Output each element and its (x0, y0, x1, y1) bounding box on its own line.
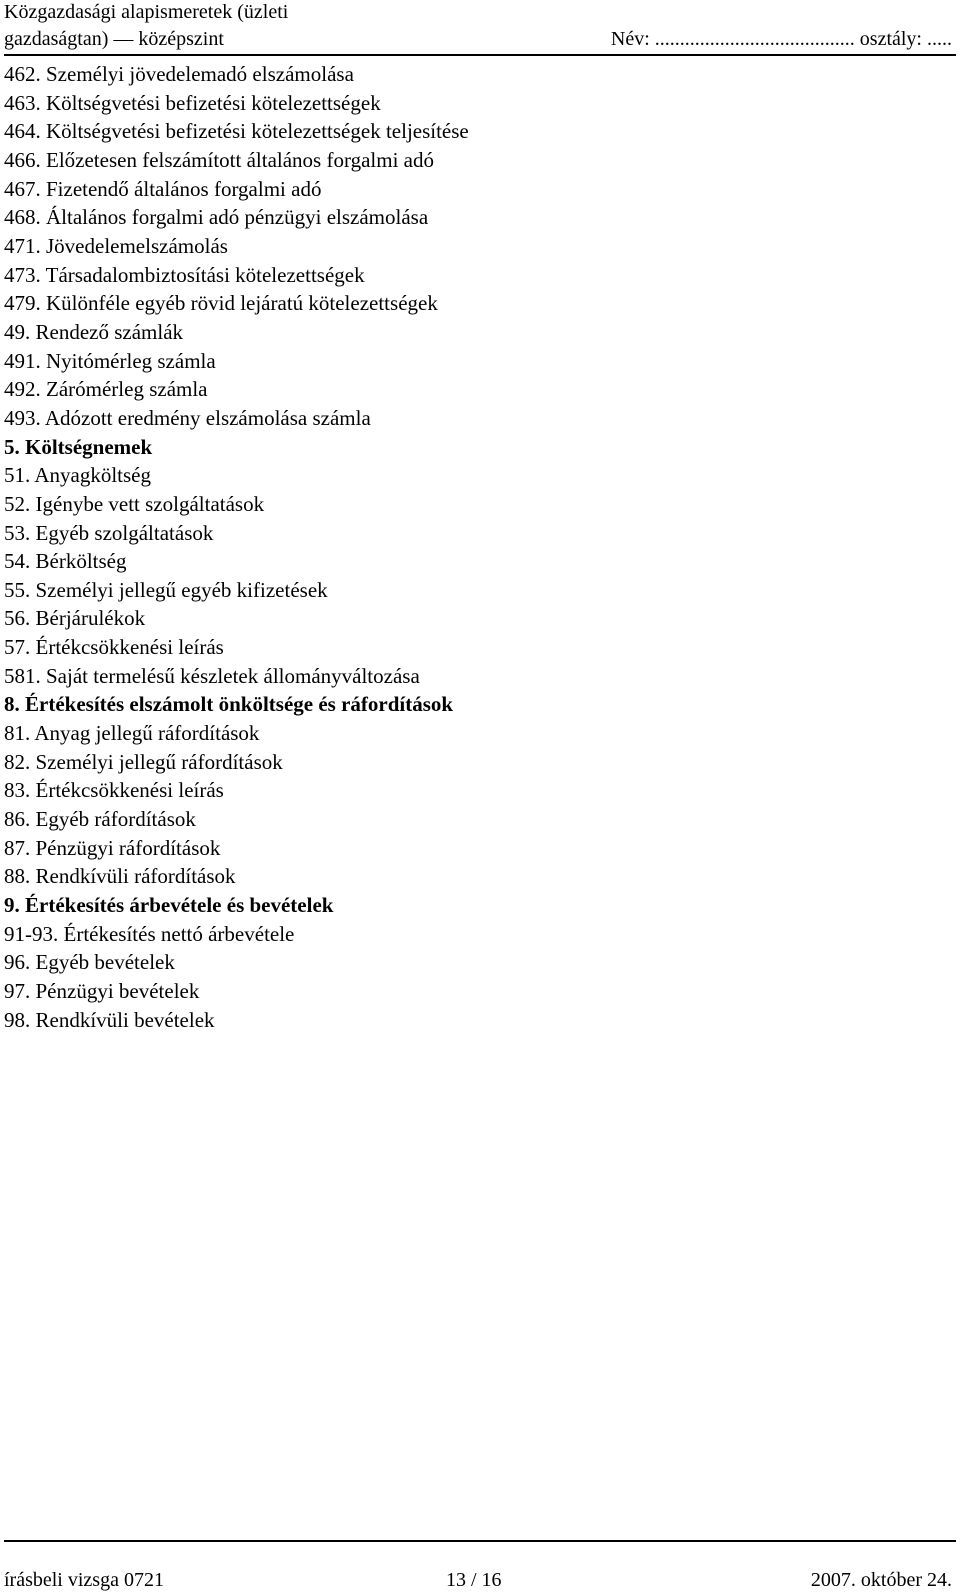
footer-page-number: 13 / 16 (446, 1569, 502, 1591)
footer-exam-label: írásbeli vizsga 0721 (4, 1569, 164, 1591)
page-footer (0, 1540, 960, 1592)
header-title-line1: Közgazdasági alapismeretek (üzleti (4, 1, 289, 23)
account-group-heading: 5. Költségnemek (4, 434, 153, 459)
account-list-item: 53. Egyéb szolgáltatások (4, 520, 214, 545)
account-list-item: 463. Költségvetési befizetési kötelezettségek (4, 90, 381, 115)
account-list-item: 479. Különféle egyéb rövid lejáratú kötelezettségek (4, 291, 438, 316)
account-list-item: 96. Egyéb bevételek (4, 950, 175, 975)
account-list-item: 57. Értékcsökkenési leírás (4, 635, 224, 660)
account-list-item: 493. Adózott eredmény elszámolása számla (4, 405, 371, 430)
account-list-item: 87. Pénzügyi ráfordítások (4, 835, 221, 860)
account-list-item: 51. Anyagköltség (4, 463, 151, 488)
account-list-item: 462. Személyi jövedelemadó elszámolása (4, 62, 354, 86)
account-list (4, 60, 469, 1034)
header-divider (4, 54, 956, 56)
account-list-item: 54. Bérköltség (4, 549, 127, 574)
account-list-item: 492. Zárómérleg számla (4, 377, 208, 402)
account-list-item: 98. Rendkívüli bevételek (4, 1007, 215, 1032)
account-list-item: 466. Előzetesen felszámított általános forgalmi adó (4, 147, 434, 172)
footer-divider (4, 1540, 956, 1542)
account-list-item: 91-93. Értékesítés nettó árbevétele (4, 921, 295, 946)
account-list-item: 81. Anyag jellegű ráfordítások (4, 721, 260, 746)
account-list-item: 464. Költségvetési befizetési kötelezettségek teljesítése (4, 119, 469, 144)
account-list-item: 581. Saját termelésű készletek állományváltozása (4, 663, 420, 688)
account-list-item: 83. Értékcsökkenési leírás (4, 778, 224, 803)
account-list-item: 52. Igénybe vett szolgáltatások (4, 491, 265, 516)
account-list-item: 468. Általános forgalmi adó pénzügyi elszámolása (4, 205, 429, 230)
account-list-item: 467. Fizetendő általános forgalmi adó (4, 176, 322, 201)
account-list-item: 82. Személyi jellegű ráfordítások (4, 749, 283, 774)
account-list-item: 56. Bérjárulékok (4, 606, 146, 631)
account-list-item: 86. Egyéb ráfordítások (4, 807, 196, 832)
account-list-item: 88. Rendkívüli ráfordítások (4, 864, 236, 889)
account-group-heading: 8. Értékesítés elszámolt önköltsége és ráfordítások (4, 692, 454, 717)
account-list-item: 491. Nyitómérleg számla (4, 348, 216, 373)
account-list-item: 49. Rendező számlák (4, 319, 184, 344)
account-list-item: 97. Pénzügyi bevételek (4, 979, 200, 1003)
account-list-item: 473. Társadalombiztosítási kötelezettségek (4, 262, 365, 287)
account-list-item: 55. Személyi jellegű egyéb kifizetések (4, 577, 328, 602)
header-title-line2: gazdaságtan) — középszint (4, 28, 224, 50)
header-name-field: Név: ........................................ osztály: ..... (610, 28, 952, 50)
footer-date: 2007. október 24. (810, 1569, 952, 1591)
account-list-item: 471. Jövedelemelszámolás (4, 233, 228, 258)
account-group-heading: 9. Értékesítés árbevétele és bevételek (4, 893, 334, 918)
page-header (0, 0, 960, 56)
